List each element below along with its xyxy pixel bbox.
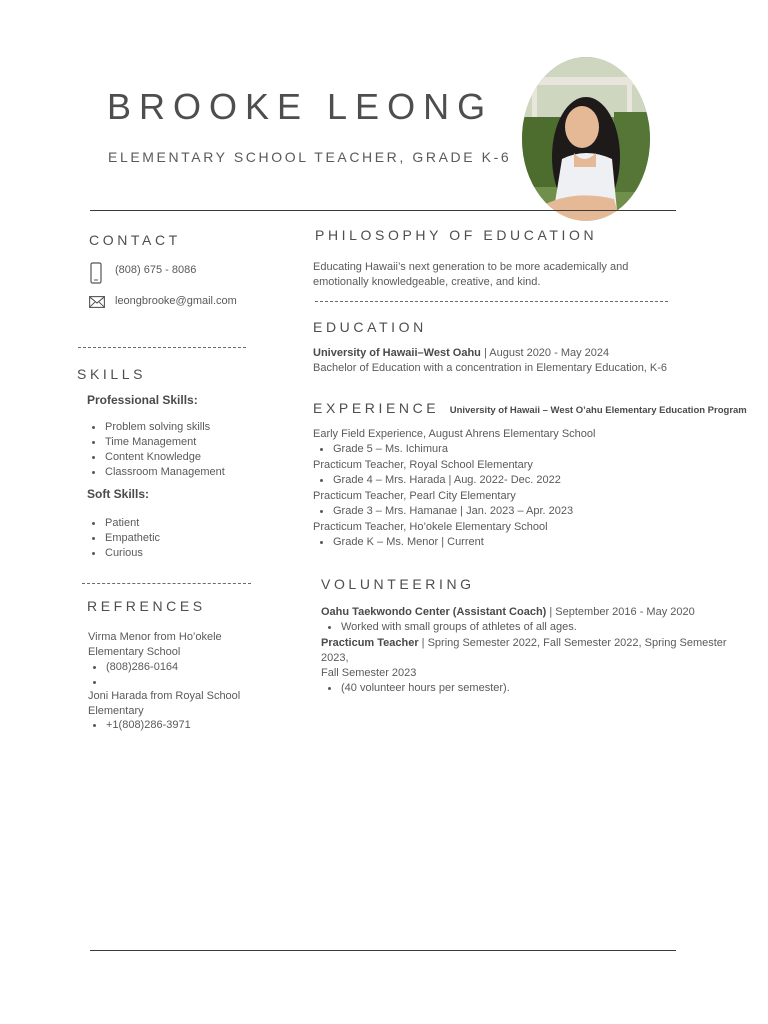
- reference-2-contact-list: [86, 718, 286, 733]
- philosophy-heading: PHILOSOPHY OF EDUCATION: [315, 227, 598, 243]
- philosophy-line1: Educating Hawaii’s next generation to be more academically and: [313, 261, 629, 273]
- footer-divider: [90, 950, 676, 951]
- philosophy-divider: [315, 301, 668, 302]
- experience-list: [313, 427, 733, 550]
- reference-1-phone[interactable]: (808)286-0164: [86, 660, 286, 675]
- reference-2-line2: Elementary: [88, 705, 144, 717]
- volunteer-org-1-detail: Worked with small groups of athletes of all ages.: [321, 620, 746, 635]
- contact-heading: CONTACT: [89, 232, 181, 248]
- reference-1-line2: Elementary School: [88, 646, 181, 658]
- contact-email[interactable]: leongbrooke@gmail.com: [115, 295, 237, 307]
- experience-detail: Grade 3 – Mrs. Hamanae | Jan. 2023 – Apr. 2023: [313, 504, 733, 519]
- reference-2-phone[interactable]: +1(808)286-3971: [86, 718, 286, 733]
- soft-skills-list: [85, 516, 285, 561]
- volunteer-org-2-dates: | Spring Semester 2022, Fall Semester 2022, Spring Semester 2023,: [321, 637, 727, 664]
- experience-detail: Grade K – Ms. Menor | Current: [313, 535, 733, 550]
- education-school: University of Hawaii–West Oahu: [313, 347, 481, 359]
- reference-2-line1: Joni Harada from Royal School: [88, 690, 241, 702]
- skills-heading: SKILLS: [77, 366, 147, 382]
- volunteer-org-2: [321, 636, 746, 666]
- phone-icon: [90, 262, 102, 284]
- education-dates: | August 2020 - May 2024: [480, 347, 610, 359]
- empty-list-item: [86, 675, 286, 690]
- experience-heading: EXPERIENCE: [313, 400, 440, 416]
- volunteer-org-1: [321, 605, 746, 620]
- experience-title: Practicum Teacher, Ho’okele Elementary School: [313, 521, 548, 533]
- volunteer-org-2-detail: (40 volunteer hours per semester).: [321, 681, 746, 696]
- education-school-line: [313, 346, 733, 361]
- contact-divider: [78, 347, 246, 348]
- portrait-photo: [522, 57, 650, 221]
- education-heading: EDUCATION: [313, 319, 427, 335]
- list-item: Patient: [85, 516, 285, 531]
- list-item: Time Management: [85, 435, 285, 450]
- list-item: Curious: [85, 546, 285, 561]
- list-item: Empathetic: [85, 531, 285, 546]
- list-item: Problem solving skills: [85, 420, 285, 435]
- volunteer-org-2-dates-cont: Fall Semester 2023: [321, 667, 417, 679]
- reference-1-name: [88, 630, 288, 660]
- references-heading: REFRENCES: [87, 598, 206, 614]
- philosophy-line2: emotionally knowledgeable, creative, and kind.: [313, 276, 541, 288]
- reference-2-name: [88, 689, 288, 719]
- reference-1-line1: Virma Menor from Ho’okele: [88, 631, 222, 643]
- experience-title: Practicum Teacher, Royal School Elementary: [313, 459, 533, 471]
- professional-skills-list: [85, 420, 285, 480]
- reference-1-contact-list: [86, 660, 286, 690]
- volunteer-org-1-dates: | September 2016 - May 2020: [546, 606, 695, 618]
- professional-skills-heading: Professional Skills:: [87, 393, 198, 407]
- list-item: Content Knowledge: [85, 450, 285, 465]
- experience-title: Practicum Teacher, Pearl City Elementary: [313, 490, 516, 502]
- experience-detail: Grade 5 – Ms. Ichimura: [313, 442, 733, 457]
- volunteer-org-2-name: Practicum Teacher: [321, 637, 419, 649]
- education-degree: Bachelor of Education with a concentration in Elementary Education, K-6: [313, 362, 668, 374]
- experience-title: Early Field Experience, August Ahrens Elementary School: [313, 428, 596, 440]
- candidate-name: BROOKE LEONG: [107, 86, 494, 127]
- experience-heading-row: [313, 400, 747, 418]
- education-entry: [313, 346, 733, 376]
- experience-detail: Grade 4 – Mrs. Harada | Aug. 2022- Dec. 2022: [313, 473, 733, 488]
- header-divider: [90, 210, 676, 211]
- skills-divider: [82, 583, 251, 584]
- experience-program: University of Hawaii – West O’ahu Elementary Education Program: [449, 405, 747, 416]
- list-item: Classroom Management: [85, 465, 285, 480]
- job-title: ELEMENTARY SCHOOL TEACHER, GRADE K-6: [108, 149, 512, 165]
- envelope-icon: [89, 296, 105, 308]
- soft-skills-heading: Soft Skills:: [87, 487, 150, 501]
- contact-phone[interactable]: (808) 675 - 8086: [115, 264, 197, 276]
- volunteering-list: [321, 605, 746, 696]
- philosophy-text: [313, 260, 713, 290]
- volunteer-org-1-name: Oahu Taekwondo Center (Assistant Coach): [321, 606, 547, 618]
- volunteering-heading: VOLUNTEERING: [321, 576, 475, 592]
